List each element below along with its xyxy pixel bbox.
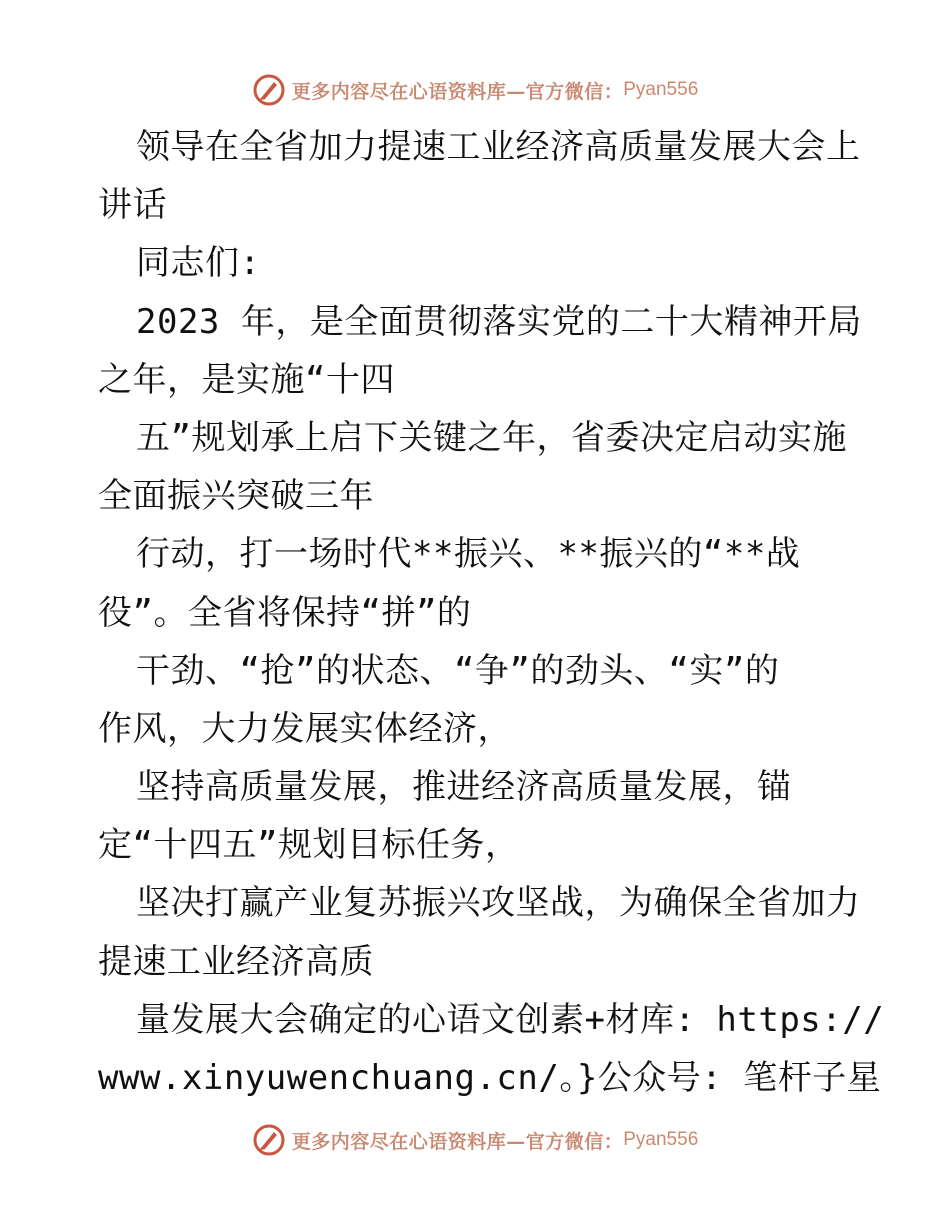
salutation: 同志们: <box>136 243 261 284</box>
text-line: 之年，是实施“十四 <box>98 359 395 400</box>
header-watermark <box>0 70 950 110</box>
text-line: 坚决打赢产业复苏振兴攻坚战，为确保全省加力 <box>136 883 861 924</box>
title-line-2: 讲话 <box>98 185 167 226</box>
watermark-text: 更多内容尽在心语资料库—官方微信： <box>291 80 624 103</box>
watermark-text: 更多内容尽在心语资料库—官方微信： <box>291 1130 624 1153</box>
text-line: 定“十四五”规划目标任务， <box>98 825 520 866</box>
text-line: 五”规划承上启下关键之年，省委决定启动实施 <box>136 417 847 458</box>
text-line: www.xinyuwenchuang.cn/。}公众号: 笔杆子星 <box>98 1058 882 1098</box>
quill-seal-icon <box>252 73 286 107</box>
text-line: 作风，大力发展实体经济， <box>98 708 512 749</box>
document-body <box>98 118 885 1107</box>
text-line: 提速工业经济高质 <box>98 941 374 982</box>
text-line: 干劲、“抢”的状态、“争”的劲头、“实”的 <box>136 650 780 691</box>
text-line: 坚持高质量发展，推进经济高质量发展，锚 <box>136 767 792 808</box>
quill-seal-icon <box>252 1123 286 1157</box>
watermark-wechat-id: Pyan556 <box>623 1129 699 1150</box>
text-line: 2023 年，是全面贯彻落实党的二十大精神开局 <box>136 301 862 342</box>
watermark-wechat-id: Pyan556 <box>623 79 699 100</box>
text-line: 行动，打一场时代**振兴、**振兴的“**战 <box>136 534 801 575</box>
text-line: 全面振兴突破三年 <box>98 476 374 517</box>
title-line-1: 领导在全省加力提速工业经济高质量发展大会上 <box>136 127 861 167</box>
text-line: 量发展大会确定的心语文创素+材库: https:// <box>136 999 885 1040</box>
text-line: 役”。全省将保持“拼”的 <box>98 592 472 633</box>
footer-watermark <box>0 1120 950 1160</box>
